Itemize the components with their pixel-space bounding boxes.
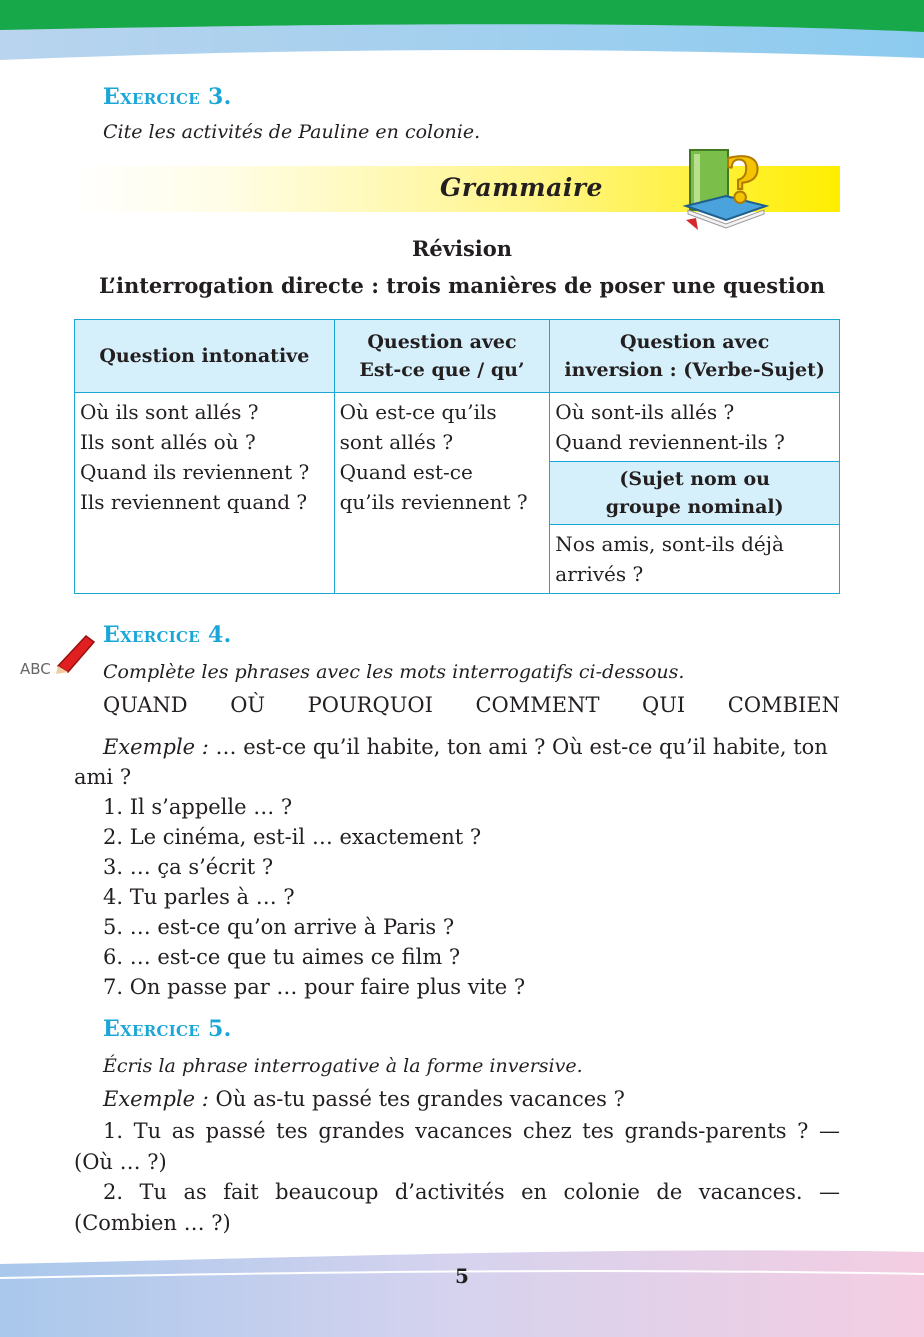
cell-inversion-examples <box>550 393 840 462</box>
cell-subject-noun-example <box>550 525 840 594</box>
header-inversion-line: Question avec <box>620 331 770 353</box>
list-item: 3. … ça s’écrit ? <box>103 855 274 879</box>
exercise-3-instruction: Cite les activités de Pauline en colonie. <box>103 121 481 143</box>
exercise-4-instruction: Complète les phrases avec les mots interrogatifs ci-dessous. <box>103 661 685 683</box>
table-line: Quand ils reviennent ? <box>80 460 310 484</box>
table-row <box>75 393 840 462</box>
interrogative-words-list <box>103 693 840 717</box>
exercise-5-example <box>103 1087 625 1111</box>
table-line: Ils sont allés où ? <box>80 430 256 454</box>
grammar-banner-title: Grammaire <box>440 173 603 202</box>
word-item: QUI <box>642 693 686 717</box>
header-est-ce-que-line: Est-ce que / qu’ <box>359 359 525 381</box>
exercise-5-title: Exercice 5. <box>103 1016 232 1042</box>
grammar-heading: L’interrogation directe : trois manières de poser une question <box>98 273 826 298</box>
header-intonative <box>75 320 335 393</box>
table-line: Où sont-ils allés ? <box>555 400 735 424</box>
page-number: 5 <box>455 1264 469 1288</box>
example-label: Exemple : <box>103 735 209 759</box>
header-est-ce-que <box>334 320 550 393</box>
cell-est-ce-que-examples <box>334 393 550 594</box>
table-header-row <box>75 320 840 393</box>
table-line: Quand reviennent-ils ? <box>555 430 785 454</box>
question-types-table <box>74 319 840 594</box>
exercise-4-title: Exercice 4. <box>103 622 232 648</box>
abc-pencil-icon <box>18 628 102 678</box>
svg-text:?: ? <box>724 144 761 217</box>
list-item: 4. Tu parles à … ? <box>103 885 295 909</box>
list-item: 2. Le cinéma, est-il … exactement ? <box>103 825 482 849</box>
table-line: Où est-ce qu’ils <box>339 400 497 424</box>
header-inversion-line: inversion : (Verbe-Sujet) <box>564 359 825 381</box>
list-item: 1. Tu as passé tes grandes vacances chez tes grands-parents ? — (Où … ?) <box>74 1119 840 1174</box>
table-line: Nos amis, sont-ils déjà <box>555 532 784 556</box>
cell-subject-noun-header <box>550 462 840 525</box>
exercise-5-instruction: Écris la phrase interrogative à la forme inversive. <box>103 1055 583 1077</box>
word-item: COMMENT <box>475 693 600 717</box>
exercise-3-title: Exercice 3. <box>103 84 232 110</box>
table-line: (Sujet nom ou <box>619 468 770 490</box>
table-line: Ils reviennent quand ? <box>80 490 308 514</box>
header-est-ce-que-line: Question avec <box>367 331 517 353</box>
example-label: Exemple : <box>103 1087 209 1111</box>
list-item: 7. On passe par … pour faire plus vite ? <box>103 975 526 999</box>
table-line: sont allés ? <box>339 430 454 454</box>
example-text: Où as-tu passé tes grandes vacances ? <box>208 1087 625 1111</box>
abc-label: ABC <box>20 660 51 678</box>
header-inversion <box>550 320 840 393</box>
list-item: 6. … est-ce que tu aimes ce film ? <box>103 945 461 969</box>
list-item: 2. Tu as fait beaucoup d’activités en colonie de vacances. — (Combien … ?) <box>74 1180 840 1235</box>
word-item: QUAND <box>103 693 188 717</box>
example-text: … est-ce qu’il habite, ton ami ? Où est-ce qu’il habite, ton <box>208 735 828 759</box>
exercise-4-example <box>103 735 828 759</box>
table-line: groupe nominal) <box>605 496 784 518</box>
table-line: Où ils sont allés ? <box>80 400 259 424</box>
word-item: OÙ <box>230 693 266 717</box>
table-line: arrivés ? <box>555 562 644 586</box>
word-item: COMBIEN <box>727 693 840 717</box>
list-item: 1. Il s’appelle … ? <box>103 795 293 819</box>
list-item: 5. … est-ce qu’on arrive à Paris ? <box>103 915 455 939</box>
exercise-4-example-cont: ami ? <box>74 765 132 789</box>
word-item: POURQUOI <box>307 693 433 717</box>
book-question-mark-icon <box>680 142 772 234</box>
top-decor-band <box>0 0 924 60</box>
header-intonative-text: Question intonative <box>99 345 310 367</box>
revision-subtitle: Révision <box>411 236 513 261</box>
table-line: Quand est-ce <box>339 460 473 484</box>
cell-intonative-examples <box>75 393 335 594</box>
table-line: qu’ils reviennent ? <box>339 490 528 514</box>
